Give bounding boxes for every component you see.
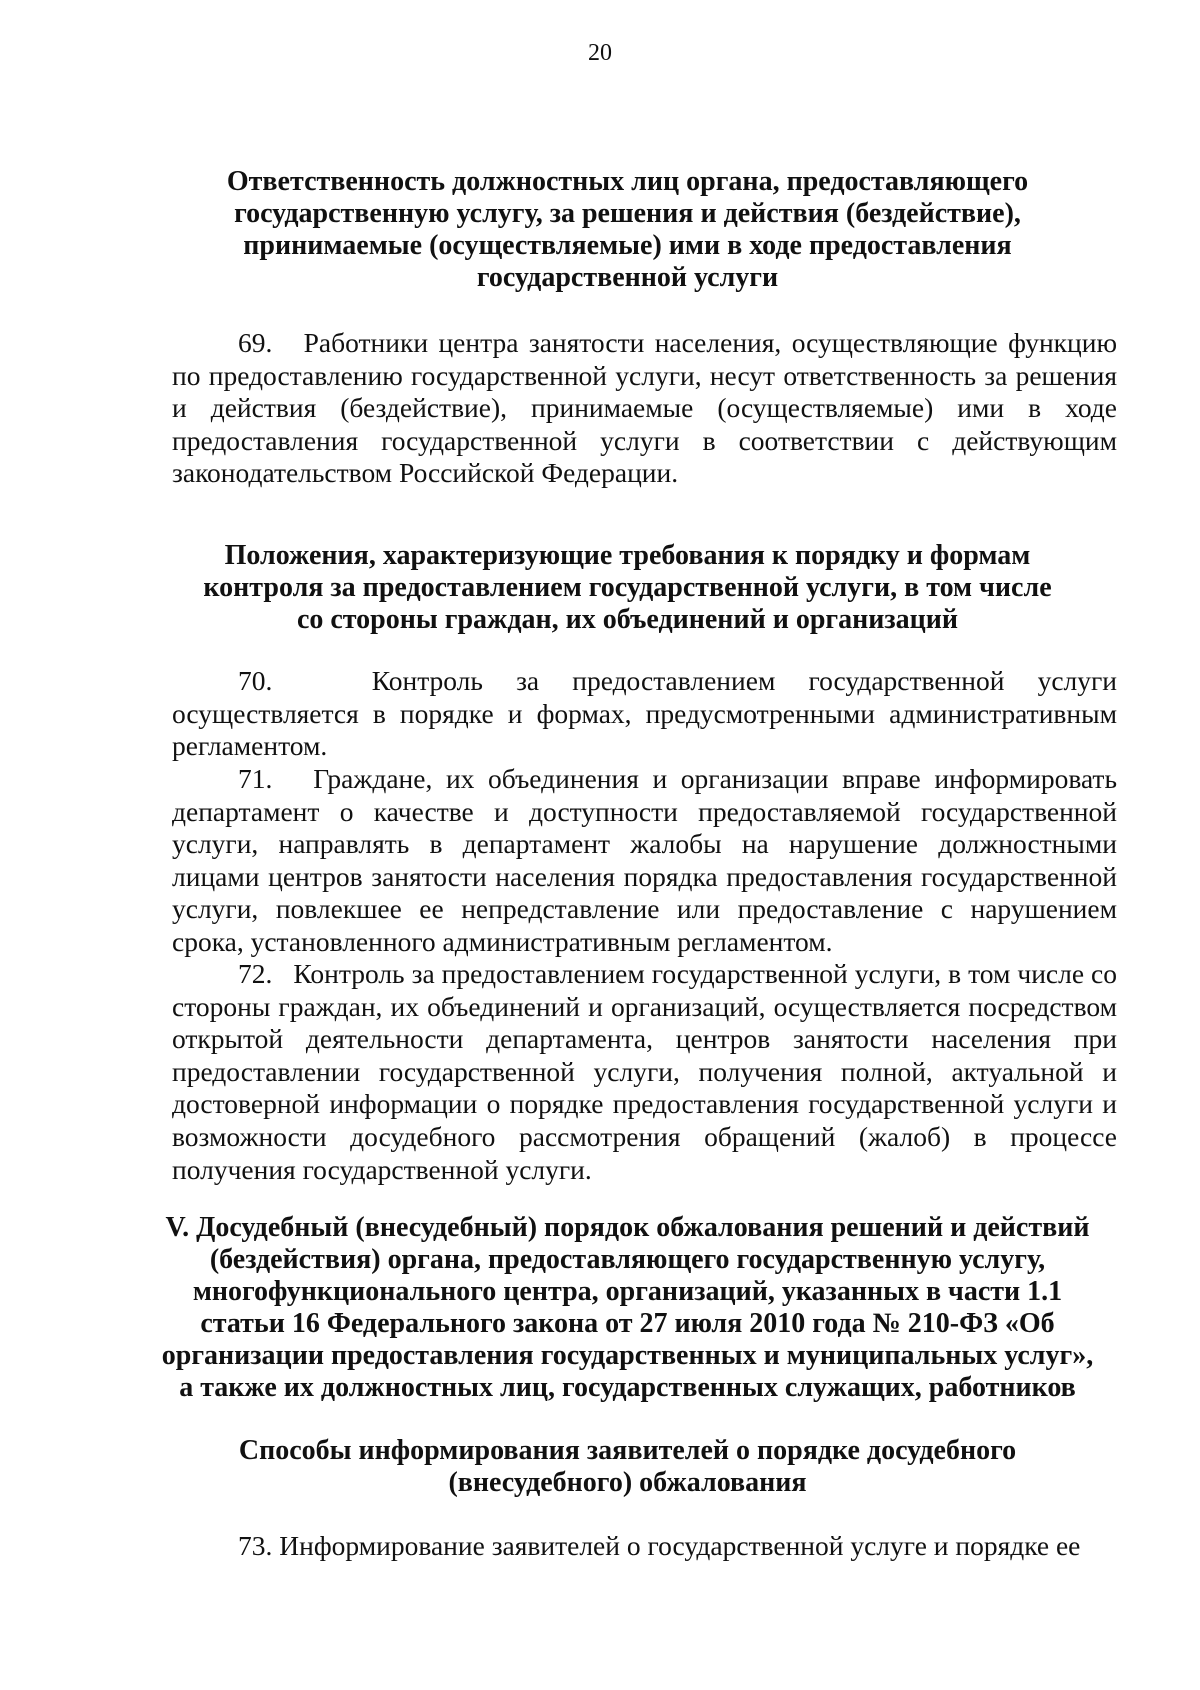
paragraph-text: Работники центра занятости населения, осуществляющие функцию по предоставлению государственной услуги, несут ответственность за решения и действия (бездействие), принимаемые (осуществляемые) ими в ходе предоставления государственной услуги в соответствии с действующим законодательством Российской Федерации. bbox=[172, 327, 1118, 489]
heading-line: со стороны граждан, их объединений и организаций bbox=[296, 604, 959, 635]
heading-line: V. Досудебный (внесудебный) порядок обжалования решений и действий bbox=[165, 1212, 1090, 1243]
heading-line: государственную услугу, за решения и действия (бездействие), bbox=[234, 198, 1021, 229]
paragraph-text: Контроль за предоставлением государственной услуги осуществляется в порядке и формах, предусмотренными административным регламентом. bbox=[172, 665, 1118, 762]
paragraph-text: Информирование заявителей о государственной услуге и порядке ее bbox=[279, 1530, 1081, 1561]
paragraph-number: 70. bbox=[238, 665, 273, 696]
heading-line: Ответственность должностных лиц органа, предоставляющего bbox=[226, 166, 1029, 197]
paragraph-number: 73. bbox=[238, 1530, 273, 1561]
paragraph-71 bbox=[172, 763, 1117, 959]
section-heading-informing-methods bbox=[150, 1435, 1105, 1499]
heading-line: Положения, характеризующие требования к порядку и формам bbox=[224, 540, 1031, 571]
paragraph-72 bbox=[172, 958, 1117, 1186]
page-number: 20 bbox=[588, 40, 612, 66]
paragraph-73 bbox=[172, 1530, 1117, 1563]
heading-line: (бездействия) органа, предоставляющего государственную услугу, bbox=[209, 1244, 1046, 1275]
section-heading-control bbox=[150, 540, 1105, 636]
heading-line: Способы информирования заявителей о порядке досудебного bbox=[238, 1435, 1017, 1466]
heading-line: государственной услуги bbox=[476, 262, 779, 293]
heading-line: статьи 16 Федерального закона от 27 июля 2010 года № 210-ФЗ «Об bbox=[200, 1308, 1055, 1339]
heading-line: принимаемые (осуществляемые) ими в ходе предоставления bbox=[243, 230, 1012, 261]
paragraph-text: Граждане, их объединения и организации вправе информировать департамент о качестве и доступности предоставляемой государственной услуги, направлять в департамент жалобы на нарушение должностными лицами центров занятости населения порядка предоставления государственной услуги, повлекшее ее непредставление или предоставление с нарушением срока, установленного административным регламентом. bbox=[172, 763, 1117, 957]
paragraph-69 bbox=[172, 327, 1117, 490]
heading-line: организации предоставления государственных и муниципальных услуг», bbox=[161, 1340, 1094, 1371]
heading-line: а также их должностных лиц, государственных служащих, работников bbox=[179, 1372, 1076, 1403]
paragraph-number: 71. bbox=[238, 763, 273, 794]
heading-line: многофункционального центра, организаций, указанных в части 1.1 bbox=[192, 1276, 1063, 1307]
section-heading-responsibility bbox=[150, 166, 1105, 294]
heading-line: (внесудебного) обжалования bbox=[448, 1467, 807, 1498]
paragraph-70 bbox=[172, 665, 1117, 763]
paragraph-number: 69. bbox=[238, 327, 273, 358]
section-heading-v-appeal bbox=[150, 1212, 1105, 1404]
heading-line: контроля за предоставлением государственной услуги, в том числе bbox=[203, 572, 1052, 603]
paragraph-text: Контроль за предоставлением государственной услуги, в том числе со стороны граждан, их объединений и организаций, осуществляется посредством открытой деятельности департамента, центров занятости населения при предоставлении государственной услуги, получения полной, актуальной и достоверной информации о порядке предоставления государственной услуги и возможности досудебного рассмотрения обращений (жалоб) в процессе получения государственной услуги. bbox=[172, 958, 1118, 1185]
paragraph-number: 72. bbox=[238, 958, 273, 989]
